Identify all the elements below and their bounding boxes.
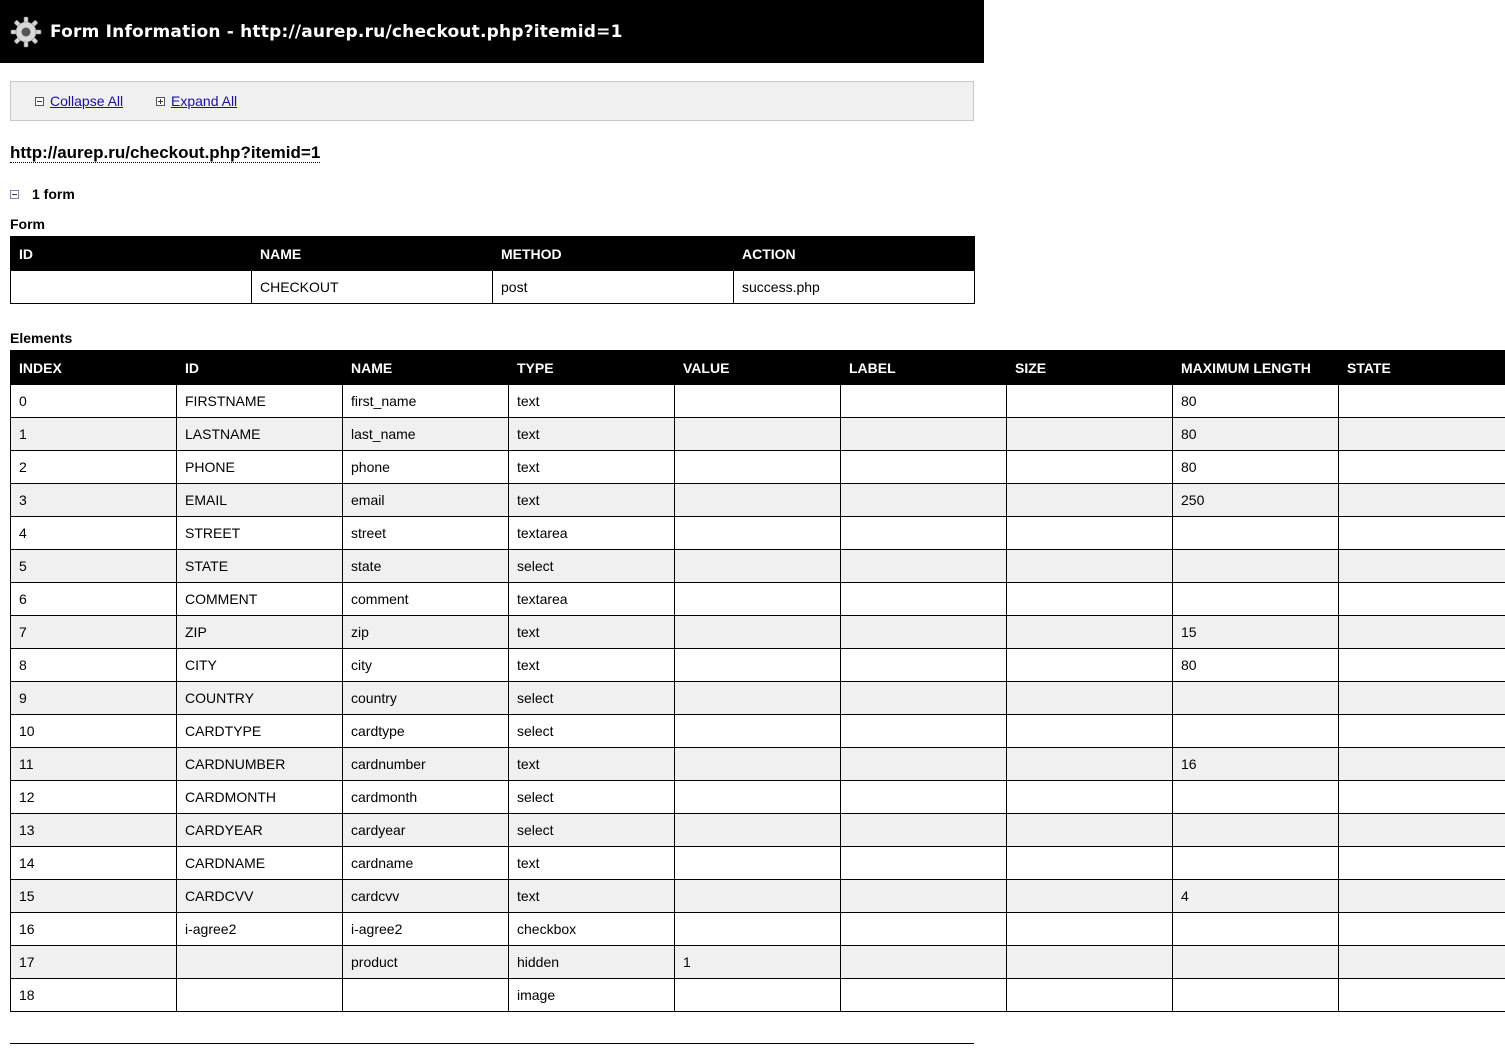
table-cell: post xyxy=(493,271,734,304)
table-cell xyxy=(1007,385,1173,418)
table-cell xyxy=(1339,550,1505,583)
table-cell: CHECKOUT xyxy=(252,271,493,304)
table-cell: select xyxy=(509,682,675,715)
table-cell xyxy=(1007,649,1173,682)
table-cell xyxy=(1007,484,1173,517)
table-cell: 80 xyxy=(1173,418,1339,451)
table-cell: 16 xyxy=(1173,748,1339,781)
table-row xyxy=(11,484,1505,517)
table-cell xyxy=(675,616,841,649)
table-cell xyxy=(841,946,1007,979)
column-header: LABEL xyxy=(841,351,1007,385)
table-cell xyxy=(1339,616,1505,649)
table-cell: 13 xyxy=(11,814,177,847)
table-cell xyxy=(1007,814,1173,847)
table-cell: 12 xyxy=(11,781,177,814)
table-cell: text xyxy=(509,847,675,880)
form-count-label: 1 form xyxy=(32,186,75,202)
table-cell xyxy=(1007,781,1173,814)
table-row xyxy=(11,649,1505,682)
table-cell xyxy=(1007,748,1173,781)
table-cell: street xyxy=(343,517,509,550)
collapse-all-label: Collapse All xyxy=(50,93,124,109)
table-cell: country xyxy=(343,682,509,715)
table-cell: 6 xyxy=(11,583,177,616)
table-cell: first_name xyxy=(343,385,509,418)
table-row xyxy=(11,979,1505,1012)
expand-icon xyxy=(156,97,165,106)
table-cell: select xyxy=(509,715,675,748)
table-cell: 80 xyxy=(1173,451,1339,484)
table-cell xyxy=(1339,649,1505,682)
table-cell xyxy=(675,979,841,1012)
table-cell xyxy=(1339,946,1505,979)
table-row xyxy=(11,847,1505,880)
expand-all-link[interactable] xyxy=(156,93,237,109)
table-row xyxy=(11,682,1505,715)
table-cell: cardyear xyxy=(343,814,509,847)
table-row xyxy=(11,583,1505,616)
column-header: TYPE xyxy=(509,351,675,385)
table-cell: text xyxy=(509,451,675,484)
table-row xyxy=(11,271,975,304)
table-cell: comment xyxy=(343,583,509,616)
title-bar xyxy=(0,0,984,63)
table-cell: select xyxy=(509,814,675,847)
table-cell xyxy=(841,649,1007,682)
table-cell: text xyxy=(509,649,675,682)
table-cell: text xyxy=(509,385,675,418)
table-cell: 4 xyxy=(11,517,177,550)
column-header: STATE xyxy=(1339,351,1505,385)
table-cell xyxy=(11,271,252,304)
table-cell: EMAIL xyxy=(177,484,343,517)
table-cell: CARDYEAR xyxy=(177,814,343,847)
window-title: Form Information - http://aurep.ru/checkout.php?itemid=1 xyxy=(50,21,623,42)
table-cell: i-agree2 xyxy=(177,913,343,946)
table-cell: textarea xyxy=(509,517,675,550)
table-cell xyxy=(675,484,841,517)
table-cell xyxy=(1339,814,1505,847)
table-cell: 15 xyxy=(1173,616,1339,649)
table-cell xyxy=(675,682,841,715)
table-cell xyxy=(1007,979,1173,1012)
column-header: ID xyxy=(177,351,343,385)
table-cell xyxy=(675,847,841,880)
gear-icon xyxy=(10,16,42,48)
table-cell xyxy=(1339,517,1505,550)
table-cell: 5 xyxy=(11,550,177,583)
table-cell xyxy=(1007,583,1173,616)
table-cell xyxy=(1339,913,1505,946)
page-url-heading: http://aurep.ru/checkout.php?itemid=1 xyxy=(10,143,321,162)
table-cell: LASTNAME xyxy=(177,418,343,451)
table-row xyxy=(11,451,1505,484)
table-cell: 8 xyxy=(11,649,177,682)
table-cell xyxy=(1007,418,1173,451)
table-cell xyxy=(1173,913,1339,946)
table-cell xyxy=(1339,385,1505,418)
table-cell: 10 xyxy=(11,715,177,748)
table-cell: image xyxy=(509,979,675,1012)
table-cell xyxy=(675,385,841,418)
table-cell: 17 xyxy=(11,946,177,979)
table-cell: cardcvv xyxy=(343,880,509,913)
table-cell: 80 xyxy=(1173,385,1339,418)
table-row xyxy=(11,517,1505,550)
table-cell xyxy=(1007,715,1173,748)
table-cell: 2 xyxy=(11,451,177,484)
table-cell: 4 xyxy=(1173,880,1339,913)
table-cell: product xyxy=(343,946,509,979)
table-cell: 7 xyxy=(11,616,177,649)
table-cell xyxy=(841,979,1007,1012)
table-cell xyxy=(841,517,1007,550)
table-cell xyxy=(1007,451,1173,484)
table-cell xyxy=(1339,715,1505,748)
table-cell xyxy=(1173,550,1339,583)
table-row xyxy=(11,748,1505,781)
collapse-icon xyxy=(10,190,19,199)
table-cell: hidden xyxy=(509,946,675,979)
table-cell: i-agree2 xyxy=(343,913,509,946)
table-cell xyxy=(675,880,841,913)
table-cell xyxy=(1007,913,1173,946)
table-cell xyxy=(841,748,1007,781)
table-cell xyxy=(841,715,1007,748)
table-cell xyxy=(841,484,1007,517)
collapse-icon xyxy=(35,97,44,106)
table-cell xyxy=(675,649,841,682)
divider xyxy=(10,1043,974,1044)
table-cell xyxy=(1339,979,1505,1012)
table-cell xyxy=(675,814,841,847)
table-row xyxy=(11,418,1505,451)
form-count-toggle[interactable] xyxy=(10,186,75,202)
elements-table xyxy=(10,350,1505,1012)
table-cell: checkbox xyxy=(509,913,675,946)
table-cell xyxy=(1339,451,1505,484)
form-table-header-row xyxy=(11,237,975,271)
table-cell: 14 xyxy=(11,847,177,880)
table-cell: COMMENT xyxy=(177,583,343,616)
table-cell: text xyxy=(509,418,675,451)
table-cell xyxy=(1173,715,1339,748)
table-cell: 11 xyxy=(11,748,177,781)
table-cell: 250 xyxy=(1173,484,1339,517)
table-cell: cardmonth xyxy=(343,781,509,814)
expand-all-label: Expand All xyxy=(171,93,238,109)
table-cell: select xyxy=(509,550,675,583)
table-cell xyxy=(1007,946,1173,979)
table-cell: COUNTRY xyxy=(177,682,343,715)
form-table xyxy=(10,236,975,304)
table-cell: text xyxy=(509,880,675,913)
table-cell: PHONE xyxy=(177,451,343,484)
table-row xyxy=(11,550,1505,583)
table-cell: STATE xyxy=(177,550,343,583)
form-section-label: Form xyxy=(10,216,45,232)
table-cell: 16 xyxy=(11,913,177,946)
table-row xyxy=(11,880,1505,913)
table-cell xyxy=(1339,748,1505,781)
table-cell xyxy=(841,616,1007,649)
table-cell xyxy=(675,781,841,814)
table-cell: ZIP xyxy=(177,616,343,649)
table-cell xyxy=(1007,517,1173,550)
table-cell: 15 xyxy=(11,880,177,913)
table-cell xyxy=(1173,682,1339,715)
table-cell xyxy=(841,583,1007,616)
column-header: SIZE xyxy=(1007,351,1173,385)
table-row xyxy=(11,385,1505,418)
table-cell xyxy=(1173,847,1339,880)
table-cell xyxy=(675,715,841,748)
table-cell xyxy=(841,550,1007,583)
table-cell: cardtype xyxy=(343,715,509,748)
table-cell xyxy=(1007,550,1173,583)
table-cell: textarea xyxy=(509,583,675,616)
table-cell: 0 xyxy=(11,385,177,418)
table-cell xyxy=(1007,847,1173,880)
table-cell: zip xyxy=(343,616,509,649)
table-cell xyxy=(1173,979,1339,1012)
column-header: NAME xyxy=(343,351,509,385)
column-header: ID xyxy=(11,237,252,271)
table-cell xyxy=(675,517,841,550)
table-cell: 1 xyxy=(675,946,841,979)
table-cell xyxy=(675,913,841,946)
table-cell: 80 xyxy=(1173,649,1339,682)
column-header: NAME xyxy=(252,237,493,271)
toolbar xyxy=(10,81,974,121)
table-cell xyxy=(1007,880,1173,913)
table-cell: last_name xyxy=(343,418,509,451)
column-header: VALUE xyxy=(675,351,841,385)
table-cell xyxy=(841,418,1007,451)
table-cell xyxy=(1339,682,1505,715)
table-cell xyxy=(841,451,1007,484)
table-cell xyxy=(1173,517,1339,550)
table-cell xyxy=(841,913,1007,946)
table-cell: FIRSTNAME xyxy=(177,385,343,418)
table-cell: email xyxy=(343,484,509,517)
table-cell xyxy=(675,451,841,484)
table-cell xyxy=(1173,946,1339,979)
table-cell xyxy=(177,946,343,979)
table-row xyxy=(11,946,1505,979)
column-header: MAXIMUM LENGTH xyxy=(1173,351,1339,385)
table-cell xyxy=(1339,847,1505,880)
table-cell xyxy=(1339,418,1505,451)
table-cell: city xyxy=(343,649,509,682)
table-cell xyxy=(841,880,1007,913)
table-cell: cardname xyxy=(343,847,509,880)
table-cell xyxy=(1007,616,1173,649)
table-cell xyxy=(1173,781,1339,814)
table-cell xyxy=(1173,814,1339,847)
table-cell xyxy=(675,418,841,451)
table-cell xyxy=(1339,583,1505,616)
column-header: INDEX xyxy=(11,351,177,385)
table-cell xyxy=(343,979,509,1012)
column-header: METHOD xyxy=(493,237,734,271)
table-cell xyxy=(1339,781,1505,814)
table-cell: phone xyxy=(343,451,509,484)
table-cell: CARDNAME xyxy=(177,847,343,880)
table-cell xyxy=(675,583,841,616)
table-cell: 9 xyxy=(11,682,177,715)
table-cell: state xyxy=(343,550,509,583)
table-cell: CARDCVV xyxy=(177,880,343,913)
table-row xyxy=(11,616,1505,649)
table-cell: 18 xyxy=(11,979,177,1012)
table-row xyxy=(11,781,1505,814)
column-header: ACTION xyxy=(734,237,975,271)
table-cell xyxy=(1339,880,1505,913)
table-cell: CARDMONTH xyxy=(177,781,343,814)
table-cell xyxy=(177,979,343,1012)
table-row xyxy=(11,913,1505,946)
table-row xyxy=(11,814,1505,847)
table-cell xyxy=(1339,484,1505,517)
table-cell: text xyxy=(509,616,675,649)
table-row xyxy=(11,715,1505,748)
table-cell xyxy=(841,814,1007,847)
elements-table-header-row xyxy=(11,351,1505,385)
table-cell: CITY xyxy=(177,649,343,682)
table-cell: select xyxy=(509,781,675,814)
table-cell: text xyxy=(509,484,675,517)
table-cell xyxy=(841,847,1007,880)
table-cell xyxy=(841,682,1007,715)
table-cell xyxy=(841,385,1007,418)
elements-section-label: Elements xyxy=(10,330,73,346)
table-cell xyxy=(1007,682,1173,715)
table-cell xyxy=(841,781,1007,814)
table-cell: success.php xyxy=(734,271,975,304)
table-cell: CARDNUMBER xyxy=(177,748,343,781)
collapse-all-link[interactable] xyxy=(35,93,123,109)
table-cell: text xyxy=(509,748,675,781)
table-cell: CARDTYPE xyxy=(177,715,343,748)
table-cell: STREET xyxy=(177,517,343,550)
table-cell xyxy=(675,748,841,781)
table-cell: 1 xyxy=(11,418,177,451)
table-cell: 3 xyxy=(11,484,177,517)
table-cell xyxy=(675,550,841,583)
table-cell xyxy=(1173,583,1339,616)
table-cell: cardnumber xyxy=(343,748,509,781)
